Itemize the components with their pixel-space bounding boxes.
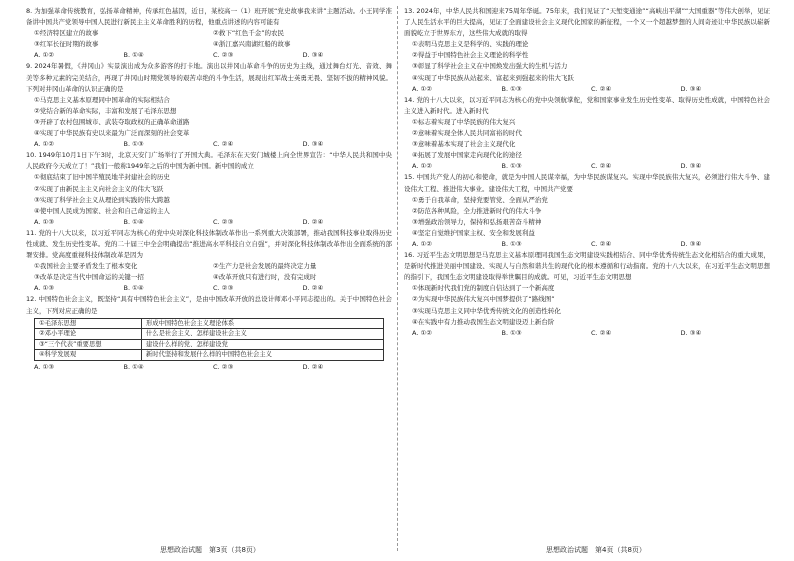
option: ①经济特区建立的故事 (34, 29, 99, 38)
option: ②党结合新的革命实际，丰富和发展了毛泽东思想 (34, 106, 177, 115)
table-cell: 新时代坚持和发展什么样的中国特色社会主义 (142, 350, 384, 361)
option: ③彰显了科学社会主义在中国焕发出强大的生机与活力 (412, 62, 568, 71)
option: ②实现了由新民主主义向社会主义的伟大飞跃 (34, 184, 164, 193)
answer-choice: C. ②④ (591, 162, 612, 171)
answer-choice: B. ①③ (123, 140, 144, 149)
table-row (35, 350, 384, 361)
option-row (26, 261, 392, 272)
answer-choice: C. ②③ (213, 217, 234, 226)
page-footer: 思想政治试题 第4页（共8页） (546, 546, 646, 554)
table-cell: ④科学发展观 (35, 350, 142, 361)
option-row (26, 272, 392, 283)
option: ③实现马克思主义同中华优秀传统文化的创造性转化 (412, 306, 561, 315)
table-cell: 建设什么样的党、怎样建设党 (142, 339, 384, 350)
theory-table (34, 318, 384, 361)
option: ③实现了科学社会主义从理论到实践的伟大跨越 (34, 195, 170, 204)
answer-choice: D. ③④ (680, 328, 702, 337)
answer-choice: B. ①④ (123, 51, 144, 60)
answer-choices (404, 161, 770, 172)
answer-choice: A. ①② (412, 239, 433, 248)
answer-choice: B. ①③ (501, 239, 522, 248)
question-11 (26, 228, 392, 295)
question-stem: 16. 习近平生态文明思想是马克思主义基本原理同我国生态文明建设实践相结合、同中华优秀传统生态文化相结合的重大成果，是新时代推进美丽中国建设、实现人与自然和谐共生的现代化的根本遵循和行动指南。党的十八大以来，在习近平生态文明思想的指引下，我国生态文明建设取得举世瞩目的成就。可见，习近平生态文明思想 (404, 251, 770, 282)
answer-choice: C. ②④ (591, 328, 612, 337)
option: ④使中国人民成为国家、社会和自己命运的主人 (34, 206, 170, 215)
option: ①标志着实现了中华民族的伟大复兴 (412, 117, 516, 126)
question-stem: 8. 为加强革命传统教育，弘扬革命精神，传承红色基因，近日，某校高一（1）班开展“党史故事我来讲”主题活动。小王同学准备讲中国共产党领导中国人民进行新民主主义革命胜利的历程，他重点讲述的内容可能有 (26, 7, 392, 27)
answer-choices (404, 239, 770, 250)
option-row (26, 39, 392, 50)
option: ③开辟了农村包围城市、武装夺取政权的正确革命道路 (34, 117, 190, 126)
table-row (35, 318, 384, 329)
question-stem: 15. 中国共产党人的初心和使命，就是为中国人民谋幸福，为中华民族谋复兴。实现中华民族伟大复兴，必须进行伟大斗争、建设伟大工程、推进伟大事业。建设伟大工程，中国共产党要 (404, 173, 770, 193)
question-15 (404, 172, 770, 250)
left-page-column (26, 6, 392, 373)
answer-choices (26, 139, 392, 150)
answer-choice: C. ②③ (213, 284, 234, 293)
question-stem: 10. 1949年10月1日下午3时，北京天安门广场举行了开国大典。毛泽东在天安门城楼上向全世界宣告：“中华人民共和国中央人民政府今天成立了！”我们一般称1949年之后的中国为新中国。新中国的成立 (26, 151, 392, 171)
answer-choice: A. ①② (34, 51, 55, 60)
question-13 (404, 6, 770, 95)
option: ②为实现中华民族伟大复兴中国梦提供了“路线图” (412, 295, 555, 304)
answer-choice: A. ①③ (34, 284, 55, 293)
answer-choices (26, 283, 392, 294)
question-9 (26, 61, 392, 150)
answer-choice: D. ②④ (302, 217, 324, 226)
question-8 (26, 6, 392, 61)
answer-choice: D. ③④ (680, 84, 702, 93)
option: ②生产力是社会发展的最终决定力量 (213, 262, 317, 271)
answer-choice: C. ②④ (591, 84, 612, 93)
option: ②防范各种风险，全力推进新时代的伟大斗争 (412, 206, 542, 215)
question-stem: 13. 2024年，中华人民共和国迎来75周年华诞。75年来，我们见证了“天堑变通途”“高峡出平湖”“大国重器”等伟大创举，见证了人民生活水平的巨大提高，见证了全面建设社会主义现代化国家的新征程，一个又一个超越梦想的人间奇迹让中华民族以崭新面貌屹立于世界东方，这些伟大成就的取得 (404, 7, 770, 38)
answer-choice: A. ①② (412, 328, 433, 337)
answer-choice: D. ③④ (302, 51, 324, 60)
option: ②救下“红色千金”的农民 (213, 29, 285, 38)
answer-choices (26, 362, 392, 373)
question-16 (404, 250, 770, 339)
table-cell: 什么是社会主义、怎样建设社会主义 (142, 329, 384, 340)
option: ②得益于中国特色社会主义理论的科学性 (412, 51, 529, 60)
answer-choice: D. ③④ (302, 140, 324, 149)
answer-choice: B. ①③ (501, 84, 522, 93)
answer-choices (404, 84, 770, 95)
answer-choice: B. ①④ (123, 363, 144, 371)
answer-choice: C. ②③ (213, 363, 234, 371)
option: ③增强政治领导力，保持和弘扬艰苦奋斗精神 (412, 217, 542, 226)
question-stem: 12. 中国特色社会主义，既坚持“具有中国特色社会主义”，是由中国改革开放的总设计师邓小平同志提出的。关于中国特色社会主义，下列对应正确的是 (26, 295, 392, 315)
option: ①勇于自我革命，坚持党要管党、全面从严治党 (412, 195, 548, 204)
option: ④改革开放只有进行时，没有完成时 (213, 273, 317, 282)
question-stem: 9. 2024年暑假，《井冈山》实景演出成为众多游客的打卡地。演出以井冈山革命斗争的历史为主线，通过舞台灯光、音效、舞美等多种元素的完美结合，再现了井冈山时期党领导的艰苦卓绝的斗争生活，展现出红军战士英勇无畏、坚韧不拔的精神风貌。下列对井冈山革命的认识正确的是 (26, 62, 392, 93)
option: ①马克思主义基本原理同中国革命的实际相结合 (34, 95, 170, 104)
answer-choice: D. ②④ (302, 363, 324, 371)
answer-choice: A. ①② (412, 84, 433, 93)
right-page-column (404, 6, 770, 339)
option: ④坚定自觉维护国家主权、安全和发展利益 (412, 228, 535, 237)
option: ③改革是决定当代中国命运的关键一招 (34, 273, 144, 282)
table-cell: ③“三个代表”重要思想 (35, 339, 142, 350)
table-row (35, 329, 384, 340)
answer-choice: B. ①④ (123, 284, 144, 293)
answer-choice: B. ①④ (123, 217, 144, 226)
option: ①体现新时代我们党的制度自信达到了一个新高度 (412, 284, 555, 293)
option: ②意味着实现全体人民共同富裕的时代 (412, 129, 522, 138)
option-row (26, 28, 392, 39)
question-12 (26, 294, 392, 373)
answer-choice: A. ①③ (34, 217, 55, 226)
option: ④实现了中华民族有史以来最为广泛而深刻的社会变革 (34, 129, 190, 138)
answer-choice: A. ①② (412, 162, 433, 171)
answer-choice: D. ③④ (680, 239, 702, 248)
answer-choice: B. ①③ (501, 328, 522, 337)
table-cell: 形成中国特色社会主义理论体系 (142, 318, 384, 329)
option: ①表明马克思主义是科学的、实践的理论 (412, 40, 529, 49)
option: ③红军长征时期的故事 (34, 40, 99, 49)
answer-choice: C. ②④ (213, 140, 234, 149)
option: ④实现了中华民族从站起来、富起来到强起来的伟大飞跃 (412, 73, 574, 82)
answer-choice: D. ③④ (680, 162, 702, 171)
option: ④浙江嘉兴南湖红船的故事 (213, 40, 291, 49)
answer-choices (26, 50, 392, 61)
page-divider (397, 6, 398, 551)
table-row (35, 339, 384, 350)
answer-choices (26, 217, 392, 228)
option: ①我国社会主要矛盾发生了根本变化 (34, 262, 138, 271)
answer-choice: C. ②③ (213, 51, 234, 60)
question-stem: 11. 党的十八大以来，以习近平同志为核心的党中央对深化科技体制改革作出一系列重大决策部署，推动我国科技事业取得历史性成就、发生历史性变革。党的二十届三中全会明确提出“推进高水平科技自立自强”，并对深化科技体制改革作出全面系统的部署安排。党高度重视科技体制改革是因为 (26, 228, 392, 260)
option: ①彻底结束了旧中国半殖民地半封建社会的历史 (34, 173, 170, 182)
question-stem: 14. 党的十八大以来，以习近平同志为核心的党中央领航掌舵，党和国家事业发生历史性变革、取得历史性成就，中国特色社会主义进入新时代。进入新时代 (404, 95, 770, 115)
question-14 (404, 95, 770, 173)
answer-choice: D. ②④ (302, 284, 324, 293)
answer-choice: A. ①② (34, 140, 55, 149)
question-10 (26, 150, 392, 228)
answer-choices (404, 328, 770, 339)
page-footer: 思想政治试题 第3页（共8页） (160, 546, 260, 554)
answer-choice: A. ①③ (34, 363, 55, 371)
answer-choice: C. ②④ (591, 239, 612, 248)
option: ④拓展了发展中国家走向现代化的途径 (412, 151, 522, 160)
option: ④在实践中有力推动我国生态文明建设迈上新台阶 (412, 317, 555, 326)
table-cell: ②邓小平理论 (35, 329, 142, 340)
option: ③意味着基本实现了社会主义现代化 (412, 140, 516, 149)
table-cell: ①毛泽东思想 (35, 318, 142, 329)
answer-choice: B. ①③ (501, 162, 522, 171)
